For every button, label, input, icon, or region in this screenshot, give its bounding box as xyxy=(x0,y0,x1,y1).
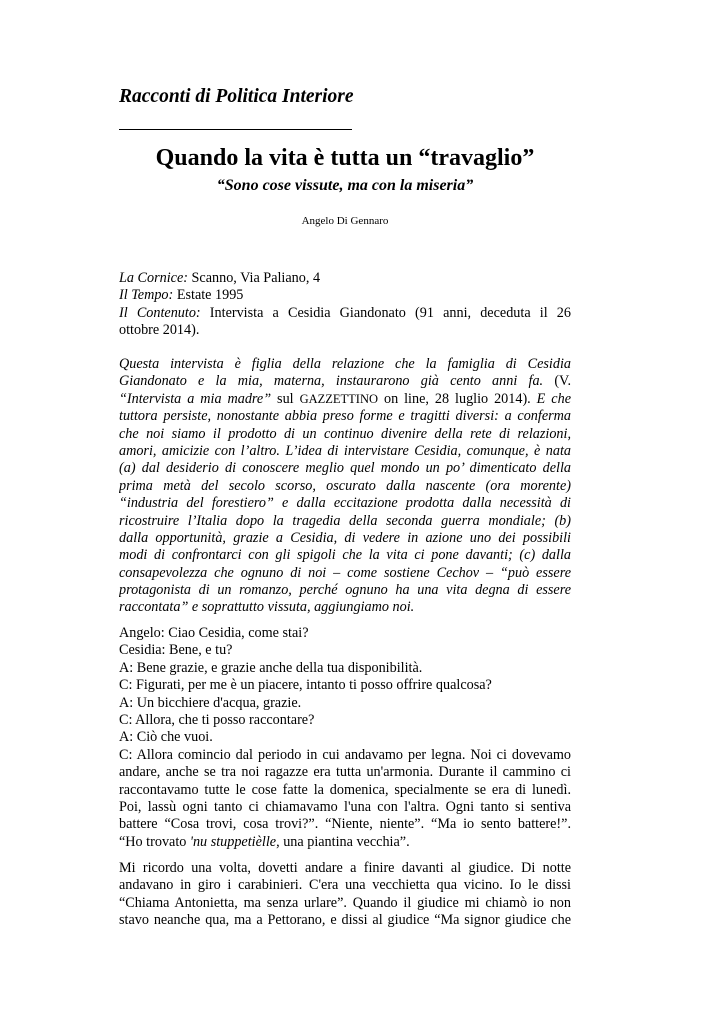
intro-line: che noi siamo il prodotto di un continuo divenire della rete di relazioni, xyxy=(119,425,571,442)
dialog-block xyxy=(119,625,571,851)
meta-tempo: Il Tempo: Estate 1995 xyxy=(119,287,244,304)
meta-block xyxy=(119,270,571,340)
intro-line: (a) dal desiderio di conoscere meglio quel mondo un po’ dimenticato della xyxy=(119,460,571,477)
intro-line: amori, amicizie con l’altro. L’idea di intervistare Cesidia, comunque, è nata xyxy=(119,442,571,459)
story-line: “Chiama Antonietta, ma senza urlare”. Quando il giudice mi chiamò io non xyxy=(119,894,571,911)
intro-line: modi di confrontarci con gli spigoli che la vita ci pone davanti; (c) dalla xyxy=(119,547,571,564)
story-line: stavo neanche qua, ma a Pettorano, e dissi al giudice “Ma signor giudice che xyxy=(119,912,571,929)
intro-line: Giandonato e la mia, materna, instaurarono già cento anni fa. (V. xyxy=(119,373,571,390)
intro-line: tuttora persiste, nonostante abbia preso forme e tragitti diversi: a conferma xyxy=(119,408,571,425)
intro-line: prima metà del secolo scorso, oscurato dalla nascente (ora morente) xyxy=(119,477,571,494)
series-title: Racconti di Politica Interiore xyxy=(119,86,354,107)
meta-cornice: La Cornice: Scanno, Via Paliano, 4 xyxy=(119,270,321,286)
dialog-line: Cesidia: Bene, e tu? xyxy=(119,642,233,659)
meta-contenuto-cont: ottobre 2014). xyxy=(119,322,200,339)
dialog-line: Angelo: Ciao Cesidia, come stai? xyxy=(119,625,309,641)
author-name: Angelo Di Gennaro xyxy=(301,215,389,227)
intro-line: raccontata” e soprattutto vissuta, aggiungiamo noi. xyxy=(119,599,415,616)
intro-line: “Intervista a mia madre” sul GAZZETTINO on line, 28 luglio 2014). E che xyxy=(119,390,571,407)
intro-line: “industria del forestiero” e dalla eccitazione prodotta dalla necessità di xyxy=(119,495,571,512)
dialog-line: Poi, lassù ogni tanto ci chiamavamo l'una con l'altra. Ogni tanto si sentiva xyxy=(119,798,571,815)
dialog-line: C: Allora, che ti posso raccontare? xyxy=(119,711,315,728)
dialog-line: andare, anche se tra noi ragazze era tutta un'armonia. Durante il cammino ci xyxy=(119,764,571,781)
intro-line: dalla opportunità, grazie a Cesidia, di vedere in azione uno dei possibili xyxy=(119,529,571,546)
dialog-line: C: Figurati, per me è un piacere, intanto ti posso offrire qualcosa? xyxy=(119,677,492,694)
story-line: Mi ricordo una volta, dovetti andare a finire davanti al giudice. Di notte xyxy=(119,860,571,876)
dialog-line: A: Bene grazie, e grazie anche della tua disponibilità. xyxy=(119,659,423,676)
intro-line: Questa intervista è figlia della relazione che la famiglia di Cesidia xyxy=(119,356,571,372)
intro-line: protagonista di un romanzo, perché ognuno ha una vita degna di essere xyxy=(119,582,571,599)
dialog-line: battere “Cosa trovi, cosa trovi?”. “Niente, niente”. “Ma io sento battere!”. xyxy=(119,816,571,833)
dialog-line: C: Allora comincio dal periodo in cui andavamo per legna. Noi ci dovevamo xyxy=(119,746,571,763)
article-title: Quando la vita è tutta un “travaglio” xyxy=(155,145,535,171)
intro-line: ricostruire l’Italia dopo la tragedia della seconda guerra mondiale; (b) xyxy=(119,512,571,529)
header-rule xyxy=(119,129,352,130)
intro-paragraph xyxy=(119,356,571,617)
story-line: andavano in giro i carabinieri. C'era una vecchietta qua vicino. Io le dissi xyxy=(119,877,571,894)
story-paragraph xyxy=(119,860,571,930)
dialog-line: A: Un bicchiere d'acqua, grazie. xyxy=(119,694,302,711)
intro-line: consapevolezza che ognuno di noi – come sostiene Cechov – “può essere xyxy=(119,564,571,581)
article-subtitle: “Sono cose vissute, ma con la miseria” xyxy=(216,177,474,194)
dialog-line: raccontavamo tutte le cose fatte la domenica, specialmente se era di lunedì. xyxy=(119,781,571,798)
dialog-line: “Ho trovato 'nu stuppetièlle, una piantina vecchia”. xyxy=(119,833,410,850)
dialog-line: A: Ciò che vuoi. xyxy=(119,729,213,746)
meta-contenuto: Il Contenuto: Intervista a Cesidia Giandonato (91 anni, deceduta il 26 xyxy=(119,304,571,321)
